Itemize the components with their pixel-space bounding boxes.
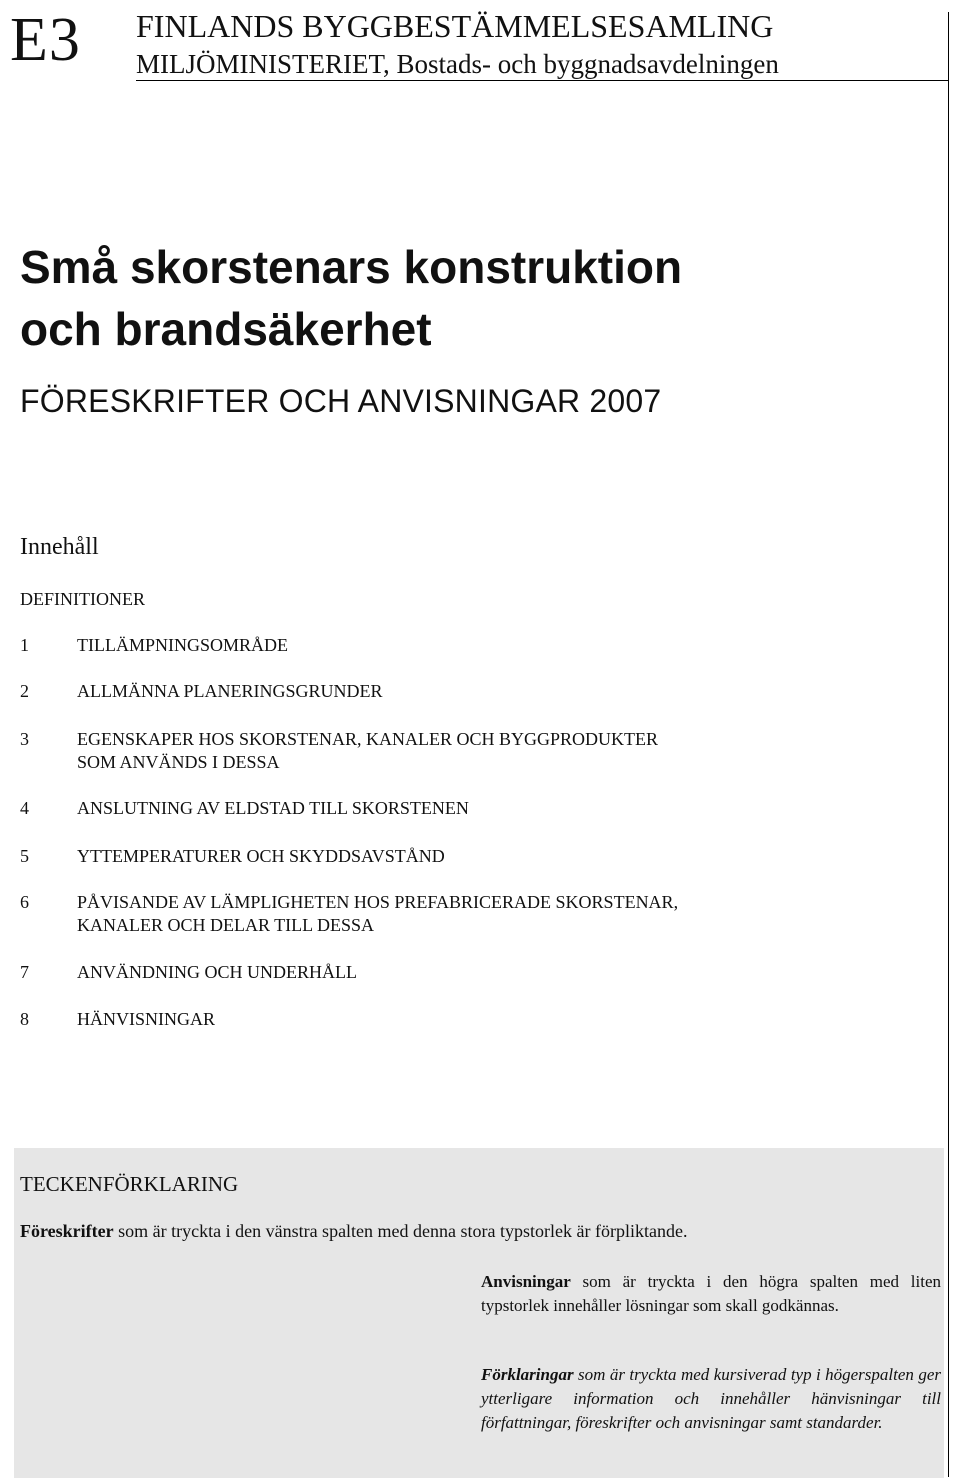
legend-instructions-text: som är tryckta i den högra spalten med liten typstorlek innehåller lösningar som skall godkännas. bbox=[481, 1272, 941, 1315]
document-header bbox=[0, 0, 960, 88]
toc-item-label: HÄNVISNINGAR bbox=[77, 1009, 215, 1029]
legend-regulations-text: som är tryckta i den vänstra spalten med denna stora typstorlek är förpliktande. bbox=[113, 1221, 688, 1241]
collection-code: E3 bbox=[10, 6, 81, 74]
legend-explanations bbox=[481, 1363, 941, 1435]
legend-explanations-text: som är tryckta med kursiverad typ i högerspalten ger ytterligare information och innehåller hänvisningar till författningar, föreskrifter och anvisningar samt standarder. bbox=[481, 1365, 941, 1432]
legend-regulations bbox=[20, 1219, 687, 1243]
toc-item-number: 8 bbox=[20, 1009, 29, 1029]
toc-item-number: 7 bbox=[20, 962, 29, 982]
title-line-2: och brandsäkerhet bbox=[20, 303, 432, 355]
collection-title: FINLANDS BYGGBESTÄMMELSESAMLING bbox=[136, 8, 774, 44]
toc-item-label: YTTEMPERATURER OCH SKYDDSAVSTÅND bbox=[77, 846, 445, 866]
legend-box bbox=[14, 1148, 944, 1478]
legend-explanations-term: Förklaringar bbox=[481, 1365, 574, 1384]
right-margin-rule bbox=[948, 12, 949, 1477]
document-subtitle: FÖRESKRIFTER OCH ANVISNINGAR 2007 bbox=[20, 383, 662, 419]
toc-item-number: 4 bbox=[20, 798, 29, 818]
toc-item-number: 6 bbox=[20, 892, 29, 912]
document-title bbox=[20, 236, 682, 360]
toc-definitions[interactable] bbox=[20, 588, 145, 611]
toc-item-number: 5 bbox=[20, 846, 29, 866]
toc-definitions-label: DEFINITIONER bbox=[20, 589, 145, 609]
legend-instructions bbox=[481, 1270, 941, 1318]
legend-regulations-term: Föreskrifter bbox=[20, 1221, 114, 1241]
header-divider bbox=[136, 80, 948, 81]
toc-item-label: ANVÄNDNING OCH UNDERHÅLL bbox=[77, 962, 357, 982]
toc-item-number: 3 bbox=[20, 729, 29, 749]
toc-item-label: TILLÄMPNINGSOMRÅDE bbox=[77, 635, 288, 655]
legend-instructions-term: Anvisningar bbox=[481, 1272, 571, 1291]
ministry-line: MILJÖMINISTERIET, Bostads- och byggnadsavdelningen bbox=[136, 49, 779, 79]
toc-item-label: ALLMÄNNA PLANERINGSGRUNDER bbox=[77, 681, 383, 701]
toc-item-label: EGENSKAPER HOS SKORSTENAR, KANALER OCH BYGGPRODUKTER SOM ANVÄNDS I DESSA bbox=[77, 729, 659, 772]
toc-item-label: ANSLUTNING AV ELDSTAD TILL SKORSTENEN bbox=[77, 798, 469, 818]
legend-title: TECKENFÖRKLARING bbox=[20, 1172, 239, 1196]
toc-item-number: 2 bbox=[20, 681, 29, 701]
toc-item-label: PÅVISANDE AV LÄMPLIGHETEN HOS PREFABRICERADE SKORSTENAR, KANALER OCH DELAR TILL DESSA bbox=[77, 892, 679, 935]
toc-heading: Innehåll bbox=[20, 534, 99, 560]
toc-item-number: 1 bbox=[20, 635, 29, 655]
title-line-1: Små skorstenars konstruktion bbox=[20, 241, 683, 293]
